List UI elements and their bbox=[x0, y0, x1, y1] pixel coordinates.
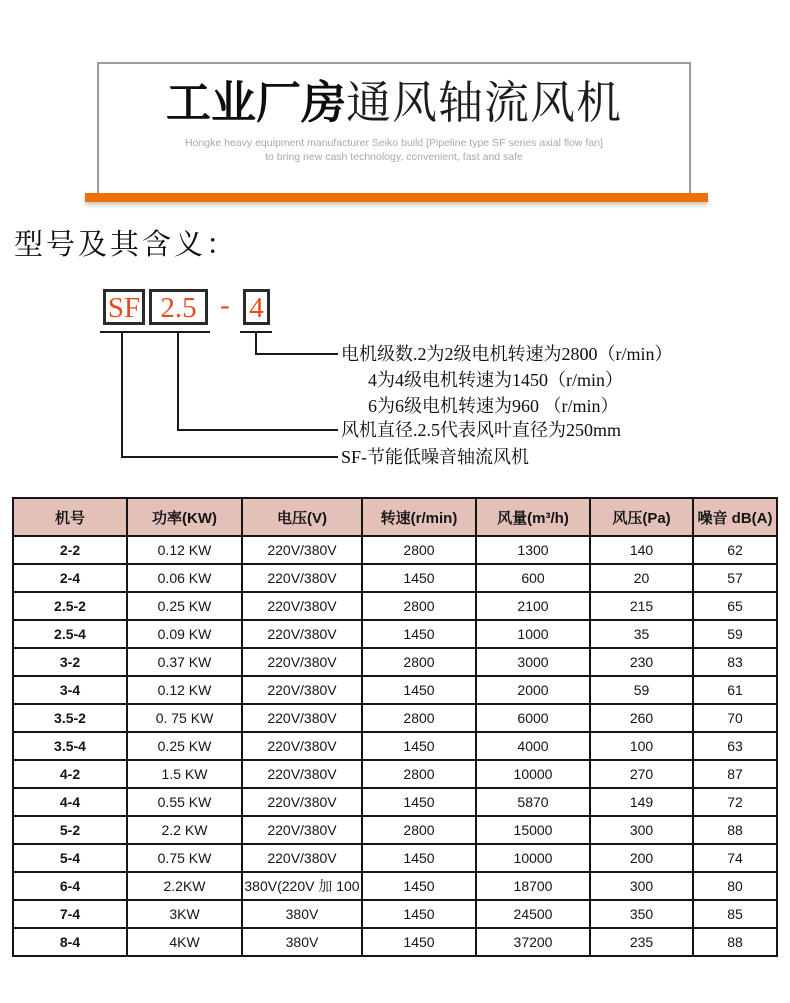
table-cell: 2100 bbox=[476, 592, 590, 620]
table-row bbox=[13, 816, 777, 844]
table-cell: 1.5 KW bbox=[127, 760, 242, 788]
table-cell: 3.5-2 bbox=[13, 704, 127, 732]
table-row bbox=[13, 704, 777, 732]
table-cell: 0. 75 KW bbox=[127, 704, 242, 732]
table-cell: 200 bbox=[590, 844, 693, 872]
table-cell: 10000 bbox=[476, 844, 590, 872]
table-cell: 4000 bbox=[476, 732, 590, 760]
table-cell: 59 bbox=[693, 620, 777, 648]
table-cell: 0.25 KW bbox=[127, 592, 242, 620]
table-cell: 270 bbox=[590, 760, 693, 788]
table-cell: 220V/380V bbox=[242, 704, 362, 732]
table-cell: 20 bbox=[590, 564, 693, 592]
table-cell: 18700 bbox=[476, 872, 590, 900]
table-cell: 3000 bbox=[476, 648, 590, 676]
table-cell: 5-2 bbox=[13, 816, 127, 844]
spec-table bbox=[12, 497, 778, 957]
table-cell: 61 bbox=[693, 676, 777, 704]
header-row bbox=[13, 498, 777, 536]
table-cell: 2.2KW bbox=[127, 872, 242, 900]
table-cell: 300 bbox=[590, 872, 693, 900]
table-cell: 88 bbox=[693, 928, 777, 956]
table-cell: 8-4 bbox=[13, 928, 127, 956]
table-cell: 2.5-4 bbox=[13, 620, 127, 648]
table-cell: 2800 bbox=[362, 816, 476, 844]
col-header-airflow: 风量(m³/h) bbox=[476, 498, 590, 536]
table-cell: 3KW bbox=[127, 900, 242, 928]
table-cell: 7-4 bbox=[13, 900, 127, 928]
annotation-pole-line2: 4为4级电机转速为1450（r/min） bbox=[368, 370, 623, 390]
annotation-pole-line1: 电机级数.2为2级电机转速为2800（r/min） bbox=[341, 344, 673, 364]
table-cell: 260 bbox=[590, 704, 693, 732]
table-cell: 87 bbox=[693, 760, 777, 788]
table-row bbox=[13, 564, 777, 592]
table-cell: 2800 bbox=[362, 648, 476, 676]
stem-pole bbox=[255, 331, 257, 355]
table-cell: 220V/380V bbox=[242, 536, 362, 564]
table-cell: 59 bbox=[590, 676, 693, 704]
table-cell: 380V bbox=[242, 900, 362, 928]
table-cell: 380V bbox=[242, 928, 362, 956]
table-cell: 88 bbox=[693, 816, 777, 844]
col-header-power: 功率(KW) bbox=[127, 498, 242, 536]
table-cell: 4-4 bbox=[13, 788, 127, 816]
table-row bbox=[13, 648, 777, 676]
table-row bbox=[13, 872, 777, 900]
table-cell: 1450 bbox=[362, 788, 476, 816]
table-row bbox=[13, 760, 777, 788]
table-cell: 10000 bbox=[476, 760, 590, 788]
header-banner bbox=[97, 62, 691, 193]
page-title-light: 通风轴流风机 bbox=[346, 77, 623, 128]
table-cell: 220V/380V bbox=[242, 816, 362, 844]
table-cell: 4KW bbox=[127, 928, 242, 956]
table-cell: 4-2 bbox=[13, 760, 127, 788]
table-cell: 3.5-4 bbox=[13, 732, 127, 760]
table-cell: 0.37 KW bbox=[127, 648, 242, 676]
col-header-voltage: 电压(V) bbox=[242, 498, 362, 536]
annotation-diameter: 风机直径.2.5代表风叶直径为250mm bbox=[341, 420, 622, 440]
accent-bar bbox=[85, 193, 708, 202]
model-diagram bbox=[0, 289, 790, 484]
table-cell: 2800 bbox=[362, 592, 476, 620]
table-cell: 1450 bbox=[362, 844, 476, 872]
table-row bbox=[13, 592, 777, 620]
table-row bbox=[13, 620, 777, 648]
spec-table-header bbox=[13, 498, 777, 536]
table-cell: 74 bbox=[693, 844, 777, 872]
table-cell: 6-4 bbox=[13, 872, 127, 900]
table-cell: 600 bbox=[476, 564, 590, 592]
subtitle-line1: Hongke heavy equipment manufacturer Seiko build [Pipeline type SF series axial flow fan] bbox=[185, 137, 603, 149]
table-cell: 220V/380V bbox=[242, 732, 362, 760]
table-cell: 2000 bbox=[476, 676, 590, 704]
connector-pole bbox=[255, 353, 338, 355]
table-row bbox=[13, 536, 777, 564]
table-cell: 215 bbox=[590, 592, 693, 620]
table-cell: 1450 bbox=[362, 732, 476, 760]
table-cell: 5870 bbox=[476, 788, 590, 816]
table-cell: 220V/380V bbox=[242, 676, 362, 704]
table-cell: 0.55 KW bbox=[127, 788, 242, 816]
table-cell: 220V/380V bbox=[242, 592, 362, 620]
table-cell: 80 bbox=[693, 872, 777, 900]
annotation-series: SF-节能低噪音轴流风机 bbox=[341, 447, 530, 467]
table-cell: 3-2 bbox=[13, 648, 127, 676]
table-cell: 1300 bbox=[476, 536, 590, 564]
table-row bbox=[13, 928, 777, 956]
model-part-diameter-code: 2.5 bbox=[149, 289, 208, 325]
table-cell: 3-4 bbox=[13, 676, 127, 704]
table-row bbox=[13, 900, 777, 928]
table-cell: 2800 bbox=[362, 536, 476, 564]
connector-diameter bbox=[177, 429, 338, 431]
table-cell: 35 bbox=[590, 620, 693, 648]
table-cell: 220V/380V bbox=[242, 788, 362, 816]
table-cell: 6000 bbox=[476, 704, 590, 732]
table-cell: 2-2 bbox=[13, 536, 127, 564]
table-cell: 1000 bbox=[476, 620, 590, 648]
table-cell: 63 bbox=[693, 732, 777, 760]
table-cell: 2800 bbox=[362, 704, 476, 732]
table-cell: 1450 bbox=[362, 620, 476, 648]
table-cell: 65 bbox=[693, 592, 777, 620]
col-header-pressure: 风压(Pa) bbox=[590, 498, 693, 536]
annotation-pole-line3: 6为6级电机转速为960 （r/min） bbox=[368, 396, 619, 416]
table-cell: 0.12 KW bbox=[127, 676, 242, 704]
table-cell: 62 bbox=[693, 536, 777, 564]
table-cell: 0.06 KW bbox=[127, 564, 242, 592]
table-cell: 0.25 KW bbox=[127, 732, 242, 760]
table-cell: 85 bbox=[693, 900, 777, 928]
page-title bbox=[99, 79, 689, 127]
table-cell: 0.12 KW bbox=[127, 536, 242, 564]
table-cell: 149 bbox=[590, 788, 693, 816]
table-cell: 220V/380V bbox=[242, 564, 362, 592]
table-cell: 140 bbox=[590, 536, 693, 564]
table-row bbox=[13, 844, 777, 872]
table-cell: 83 bbox=[693, 648, 777, 676]
subtitle-line2: to bring new cash technology, convenient, fast and safe bbox=[265, 151, 523, 163]
model-part-series-code: SF bbox=[103, 289, 145, 325]
col-header-noise: 噪音 dB(A) bbox=[693, 498, 777, 536]
table-cell: 1450 bbox=[362, 676, 476, 704]
spec-table-body bbox=[13, 536, 777, 956]
table-cell: 0.75 KW bbox=[127, 844, 242, 872]
table-cell: 37200 bbox=[476, 928, 590, 956]
table-row bbox=[13, 788, 777, 816]
table-cell: 350 bbox=[590, 900, 693, 928]
table-cell: 57 bbox=[693, 564, 777, 592]
table-cell: 1450 bbox=[362, 928, 476, 956]
col-header-speed: 转速(r/min) bbox=[362, 498, 476, 536]
col-header-model: 机号 bbox=[13, 498, 127, 536]
table-cell: 24500 bbox=[476, 900, 590, 928]
table-cell: 100 bbox=[590, 732, 693, 760]
table-cell: 380V(220V 加 100 bbox=[242, 872, 362, 900]
stem-diameter bbox=[177, 331, 179, 431]
model-section-heading: 型号及其含义： bbox=[14, 229, 239, 261]
table-row bbox=[13, 732, 777, 760]
table-cell: 15000 bbox=[476, 816, 590, 844]
table-cell: 220V/380V bbox=[242, 844, 362, 872]
table-cell: 2-4 bbox=[13, 564, 127, 592]
table-cell: 5-4 bbox=[13, 844, 127, 872]
table-cell: 0.09 KW bbox=[127, 620, 242, 648]
table-cell: 230 bbox=[590, 648, 693, 676]
model-part-pole-code: 4 bbox=[243, 289, 270, 325]
table-cell: 72 bbox=[693, 788, 777, 816]
table-row bbox=[13, 676, 777, 704]
table-cell: 2.2 KW bbox=[127, 816, 242, 844]
table-cell: 1450 bbox=[362, 564, 476, 592]
stem-series bbox=[121, 331, 123, 458]
table-cell: 220V/380V bbox=[242, 620, 362, 648]
underline-series bbox=[100, 331, 148, 333]
page-title-bold: 工业厂房 bbox=[165, 77, 346, 128]
connector-series bbox=[121, 456, 338, 458]
header-subtitle bbox=[99, 136, 689, 164]
table-cell: 300 bbox=[590, 816, 693, 844]
table-cell: 1450 bbox=[362, 872, 476, 900]
table-cell: 220V/380V bbox=[242, 760, 362, 788]
table-cell: 2.5-2 bbox=[13, 592, 127, 620]
table-cell: 70 bbox=[693, 704, 777, 732]
table-cell: 1450 bbox=[362, 900, 476, 928]
table-cell: 2800 bbox=[362, 760, 476, 788]
table-cell: 220V/380V bbox=[242, 648, 362, 676]
table-cell: 235 bbox=[590, 928, 693, 956]
model-part-dash: - bbox=[220, 289, 230, 321]
